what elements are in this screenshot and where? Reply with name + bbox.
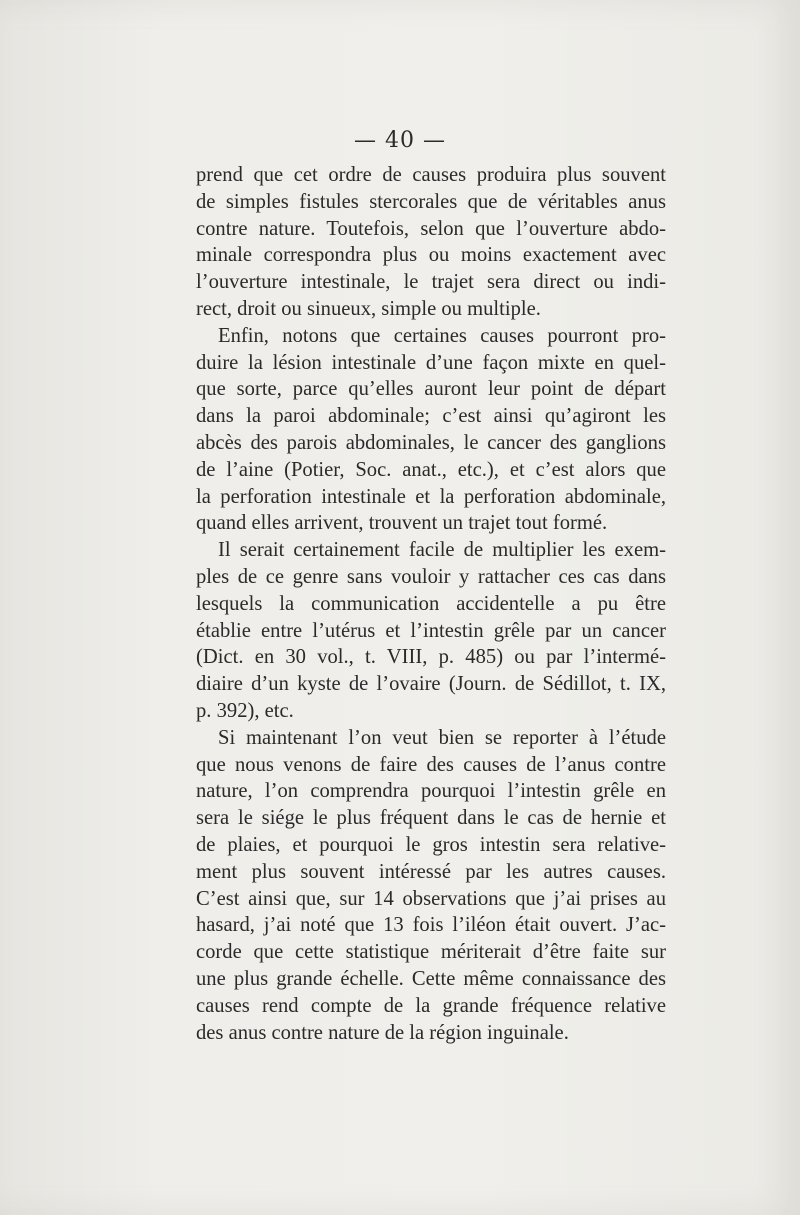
text-line: que sorte, parce qu’elles auront leur point de départ — [196, 378, 666, 401]
text-line: prend que cet ordre de causes produira plus souvent — [196, 164, 666, 186]
text-line: causes rend compte de la grande fréquence relative — [196, 994, 666, 1017]
paragraph-4 — [196, 725, 666, 1047]
text-line: une plus grande échelle. Cette même connaissance des — [196, 967, 666, 990]
text-line: corde que cette statistique mériterait d’être faite sur — [196, 941, 666, 964]
text-line: sera le siége le plus fréquent dans le cas de hernie et — [196, 807, 666, 830]
text-line: p. 392), etc. — [196, 699, 294, 722]
text-line: C’est ainsi que, sur 14 observations que j’ai prises au — [196, 887, 666, 910]
paragraph-3 — [196, 537, 666, 725]
body-text — [196, 162, 666, 1046]
text-line: (Dict. en 30 vol., t. VIII, p. 485) ou par l’intermé- — [196, 646, 666, 669]
text-line: rect, droit ou sinueux, simple ou multiple. — [196, 297, 541, 320]
text-line: duire la lésion intestinale d’une façon mixte en quel- — [196, 351, 666, 374]
text-line: ment plus souvent intéressé par les autres causes. — [196, 860, 666, 883]
text-line: dans la paroi abdominale; c’est ainsi qu’agiront les — [196, 405, 666, 428]
text-line: Il serait certainement facile de multiplier les exem- — [218, 539, 666, 562]
text-line: abcès des parois abdominales, le cancer des ganglions — [196, 431, 666, 454]
text-line: nature, l’on comprendra pourquoi l’intestin grêle en — [196, 780, 666, 803]
text-line: de plaies, et pourquoi le gros intestin sera relative- — [196, 833, 666, 856]
text-line: la perforation intestinale et la perforation abdominale, — [196, 485, 666, 508]
text-line: Si maintenant l’on veut bien se reporter à l’étude — [218, 726, 666, 749]
text-line: des anus contre nature de la région inguinale. — [196, 1021, 569, 1044]
text-line: de l’aine (Potier, Soc. anat., etc.), et c’est alors que — [196, 458, 666, 481]
text-line: lesquels la communication accidentelle a pu être — [196, 592, 666, 615]
paragraph-1 — [196, 162, 666, 323]
text-line: contre nature. Toutefois, selon que l’ouverture abdo- — [196, 217, 666, 240]
text-line: que nous venons de faire des causes de l’anus contre — [196, 753, 666, 776]
text-line: Enfin, notons que certaines causes pourront pro- — [218, 324, 666, 347]
page-number: — 40 — — [354, 128, 446, 153]
text-line: diaire d’un kyste de l’ovaire (Journ. de Sédillot, t. IX, — [196, 673, 666, 696]
text-line: l’ouverture intestinale, le trajet sera direct ou indi- — [196, 271, 666, 294]
text-line: ples de ce genre sans vouloir y rattacher ces cas dans — [196, 565, 666, 588]
paragraph-2 — [196, 323, 666, 537]
text-line: de simples fistules stercorales que de véritables anus — [196, 190, 666, 213]
text-line: hasard, j’ai noté que 13 fois l’iléon était ouvert. J’ac- — [196, 914, 666, 937]
text-line: minale correspondra plus ou moins exactement avec — [196, 244, 666, 267]
text-line: quand elles arrivent, trouvent un trajet tout formé. — [196, 512, 608, 535]
text-line: établie entre l’utérus et l’intestin grêle par un cancer — [196, 619, 666, 642]
